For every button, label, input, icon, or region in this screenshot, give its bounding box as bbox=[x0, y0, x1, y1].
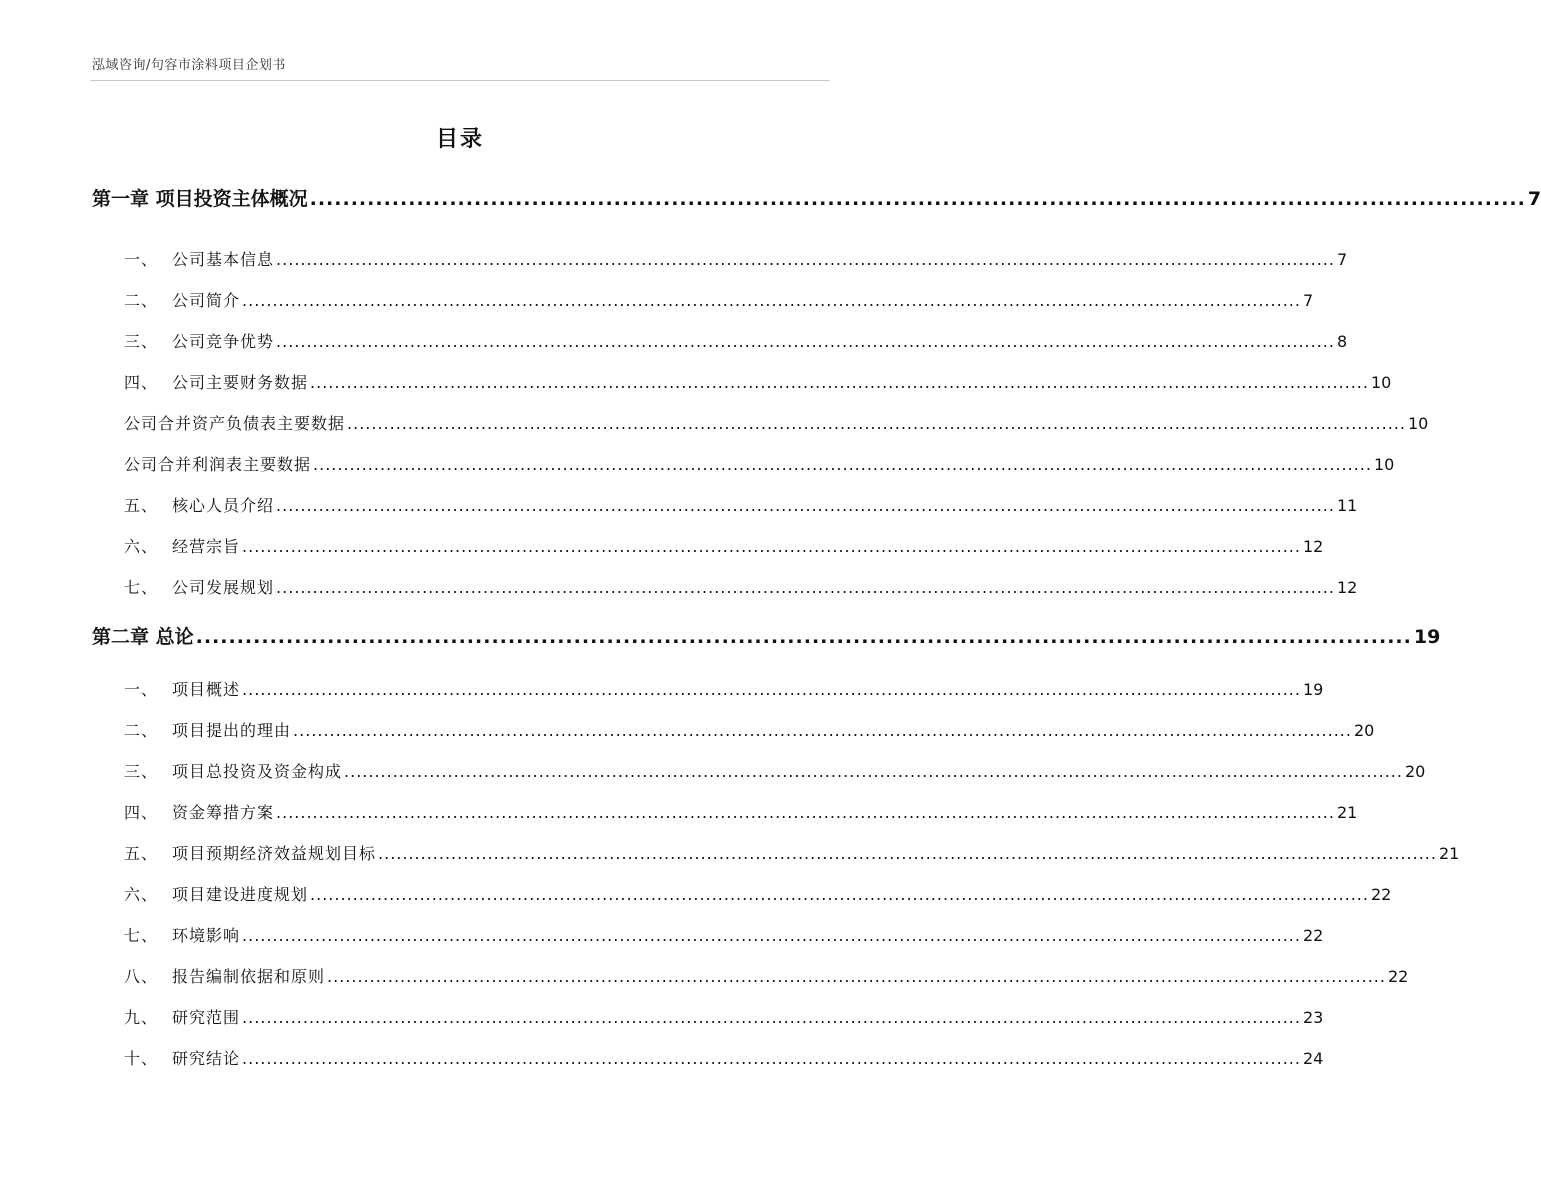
toc-page-number: 19 bbox=[1302, 680, 1324, 699]
toc-page-number: 11 bbox=[1336, 496, 1358, 515]
toc-entry-label: 第二章 总论 bbox=[92, 626, 194, 648]
toc-page-number: 7 bbox=[1527, 188, 1541, 210]
toc-entry-number: 八、 bbox=[124, 967, 159, 986]
dot-leader: .............................................................................................................................................................................. bbox=[310, 885, 1369, 904]
dot-leader: .............................................................................................................................................................................. bbox=[293, 721, 1352, 740]
dot-leader: .............................................................................................................................................................................. bbox=[313, 455, 1372, 474]
toc-entry[interactable] bbox=[92, 575, 1358, 598]
dot-leader: .............................................................................................................................................................................. bbox=[242, 926, 1301, 945]
toc-entry-label: 公司合并利润表主要数据 bbox=[124, 455, 312, 474]
toc-entry-number: 五、 bbox=[124, 844, 159, 863]
toc-entry-number: 一、 bbox=[124, 680, 159, 699]
toc-entry-label: 研究范围 bbox=[172, 1008, 241, 1027]
toc-entry[interactable] bbox=[92, 411, 1429, 434]
toc-entry-label: 项目概述 bbox=[172, 680, 241, 699]
header-divider bbox=[90, 80, 830, 81]
toc-entry-label: 项目建设进度规划 bbox=[172, 885, 309, 904]
toc-page-number: 22 bbox=[1370, 885, 1392, 904]
dot-leader: .............................................................................................................................................................................. bbox=[347, 414, 1406, 433]
toc-page-number: 10 bbox=[1370, 373, 1392, 392]
dot-leader: .............................................................................................................................................................................. bbox=[276, 250, 1335, 269]
dot-leader: .............................................................................................................................................................................. bbox=[242, 1049, 1301, 1068]
toc-page-number: 20 bbox=[1404, 762, 1426, 781]
toc-entry[interactable] bbox=[92, 841, 1460, 864]
toc-entry-number: 七、 bbox=[124, 578, 159, 597]
toc-entry[interactable] bbox=[92, 964, 1409, 987]
toc-page-number: 7 bbox=[1336, 250, 1348, 269]
dot-leader: .............................................................................................................................................................................. bbox=[242, 291, 1301, 310]
dot-leader: .............................................................................................................................................................................. bbox=[242, 1008, 1301, 1027]
toc-entry[interactable] bbox=[92, 370, 1392, 393]
toc-entry[interactable] bbox=[92, 1046, 1324, 1069]
toc-page-number: 8 bbox=[1336, 332, 1348, 351]
toc-chapter-1[interactable] bbox=[92, 184, 1541, 211]
toc-entry-label: 研究结论 bbox=[172, 1049, 241, 1068]
toc-entry-label: 公司主要财务数据 bbox=[172, 373, 309, 392]
toc-entry[interactable] bbox=[92, 534, 1324, 557]
toc-entry[interactable] bbox=[92, 288, 1314, 311]
toc-title: 目录 bbox=[435, 127, 484, 152]
toc-entry-label: 资金筹措方案 bbox=[172, 803, 275, 822]
toc-page-number: 10 bbox=[1373, 455, 1395, 474]
dot-leader: .............................................................................................................................................................................. bbox=[327, 967, 1386, 986]
toc-chapter-2[interactable] bbox=[92, 622, 1441, 649]
toc-entry-number: 二、 bbox=[124, 291, 159, 310]
toc-entry[interactable] bbox=[92, 800, 1358, 823]
toc-entry-label: 经营宗旨 bbox=[172, 537, 241, 556]
toc-entry-label: 第一章 项目投资主体概况 bbox=[92, 188, 308, 210]
toc-entry-number: 十、 bbox=[124, 1049, 159, 1068]
toc-page-number: 10 bbox=[1407, 414, 1429, 433]
toc-entry[interactable] bbox=[92, 677, 1324, 700]
toc-page-number: 12 bbox=[1302, 537, 1324, 556]
dot-leader: .............................................................................................................................................................................. bbox=[276, 332, 1335, 351]
dot-leader: .............................................................................................................................................................................. bbox=[242, 680, 1301, 699]
toc-page-number: 22 bbox=[1387, 967, 1409, 986]
toc-entry-number: 三、 bbox=[124, 762, 159, 781]
toc-page-number: 22 bbox=[1302, 926, 1324, 945]
toc-entry-number: 五、 bbox=[124, 496, 159, 515]
dot-leader: .............................................................................................................................................................................. bbox=[310, 373, 1369, 392]
toc-entry-label: 项目预期经济效益规划目标 bbox=[172, 844, 377, 863]
toc-entry-label: 公司简介 bbox=[172, 291, 241, 310]
toc-entry-number: 四、 bbox=[124, 803, 159, 822]
toc-page-number: 23 bbox=[1302, 1008, 1324, 1027]
toc-entry-label: 环境影响 bbox=[172, 926, 241, 945]
toc-entry-label: 公司基本信息 bbox=[172, 250, 275, 269]
toc-entry[interactable] bbox=[92, 493, 1358, 516]
toc-entry-label: 项目提出的理由 bbox=[172, 721, 292, 740]
toc-entry-label: 项目总投资及资金构成 bbox=[172, 762, 343, 781]
toc-entry-number: 三、 bbox=[124, 332, 159, 351]
toc-entry[interactable] bbox=[92, 329, 1348, 352]
toc-entry[interactable] bbox=[92, 452, 1395, 475]
toc-page-number: 7 bbox=[1302, 291, 1314, 310]
toc-entry-label: 公司发展规划 bbox=[172, 578, 275, 597]
toc-page-number: 21 bbox=[1438, 844, 1460, 863]
toc-entry-number: 四、 bbox=[124, 373, 159, 392]
toc-page-number: 12 bbox=[1336, 578, 1358, 597]
toc-entry-number: 七、 bbox=[124, 926, 159, 945]
toc-page-number: 24 bbox=[1302, 1049, 1324, 1068]
toc-entry-number: 二、 bbox=[124, 721, 159, 740]
toc-entry-number: 六、 bbox=[124, 885, 159, 904]
toc-page-number: 19 bbox=[1413, 626, 1441, 648]
toc-page-number: 20 bbox=[1353, 721, 1375, 740]
dot-leader: .............................................................................................................................................................................. bbox=[378, 844, 1437, 863]
toc-entry[interactable] bbox=[92, 923, 1324, 946]
toc-entry-label: 报告编制依据和原则 bbox=[172, 967, 326, 986]
toc-entry[interactable] bbox=[92, 882, 1392, 905]
toc-entry[interactable] bbox=[92, 718, 1375, 741]
toc-entry-number: 九、 bbox=[124, 1008, 159, 1027]
toc-entry-label: 核心人员介绍 bbox=[172, 496, 275, 515]
running-header: 泓域咨询/句容市涂料项目企划书 bbox=[92, 58, 286, 73]
dot-leader: .............................................................................................................................................................................. bbox=[276, 578, 1335, 597]
toc-entry[interactable] bbox=[92, 1005, 1324, 1028]
toc-entry-number: 一、 bbox=[124, 250, 159, 269]
toc-entry-label: 公司竞争优势 bbox=[172, 332, 275, 351]
dot-leader: .................................................................................................................................................... bbox=[309, 188, 1526, 210]
dot-leader: .............................................................................................................................................................................. bbox=[344, 762, 1403, 781]
dot-leader: .............................................................................................................................................................................. bbox=[276, 803, 1335, 822]
toc-entry[interactable] bbox=[92, 247, 1348, 270]
dot-leader: .............................................................................................................................................................................. bbox=[242, 537, 1301, 556]
dot-leader: .................................................................................................................................................... bbox=[195, 626, 1412, 648]
toc-entry-label: 公司合并资产负债表主要数据 bbox=[124, 414, 346, 433]
toc-entry-number: 六、 bbox=[124, 537, 159, 556]
toc-page-number: 21 bbox=[1336, 803, 1358, 822]
toc-entry[interactable] bbox=[92, 759, 1426, 782]
dot-leader: .............................................................................................................................................................................. bbox=[276, 496, 1335, 515]
